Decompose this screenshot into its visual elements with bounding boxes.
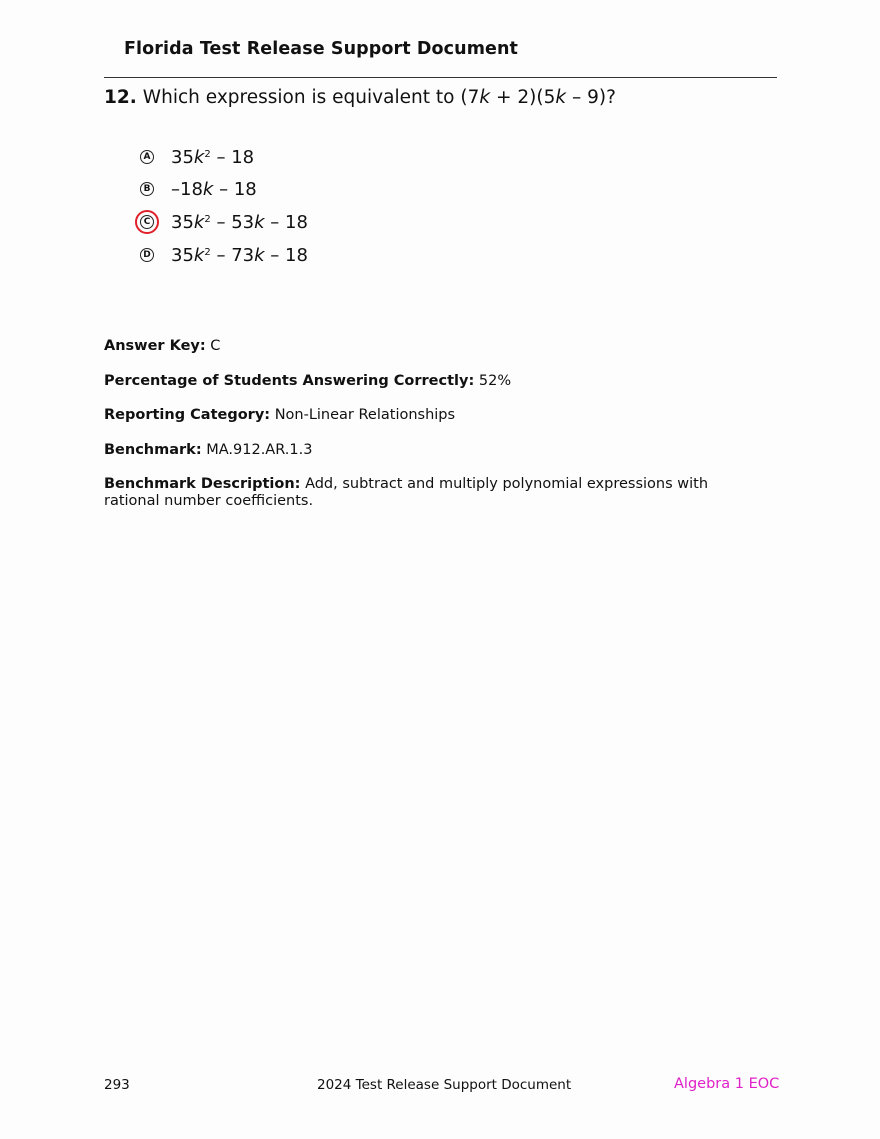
answer-option-c[interactable] [140, 210, 308, 234]
percentage-value: 52% [478, 373, 512, 389]
reporting-label: Reporting Category: [104, 407, 271, 423]
page-number: 293 [104, 1077, 130, 1093]
description-value: Add, subtract and multiply polynomial expressions with rational number coefficients. [104, 476, 709, 509]
question-number: 12. [104, 87, 137, 108]
option-c-bubble-icon[interactable]: C [140, 215, 154, 229]
question-stem [104, 87, 616, 108]
reporting-value: Non-Linear Relationships [274, 407, 456, 423]
option-d-text: $35k^2 - 73k - 18$ [171, 244, 308, 266]
answer-option-a[interactable] [140, 145, 254, 169]
answer-key-value: C [210, 338, 221, 354]
percentage-correct [104, 373, 511, 390]
footer-center-text: 2024 Test Release Support Document [317, 1077, 572, 1093]
benchmark-value: MA.912.AR.1.3 [206, 442, 313, 458]
option-a-bubble-icon[interactable]: A [140, 150, 154, 164]
option-a-text: $35k^2 - 18$ [171, 146, 255, 168]
option-b-bubble-icon[interactable]: B [140, 182, 154, 196]
description-label: Benchmark Description: [104, 476, 301, 492]
percentage-label: Percentage of Students Answering Correctly: [104, 373, 475, 389]
header-divider [104, 77, 777, 78]
answer-option-b[interactable] [140, 177, 257, 201]
benchmark [104, 442, 312, 459]
option-d-bubble-icon[interactable]: D [140, 248, 154, 262]
answer-key-label: Answer Key: [104, 338, 206, 354]
answer-key [104, 338, 220, 355]
question-text: Which expression is equivalent to (7k + 2)(5k – 9)? [142, 87, 616, 108]
answer-option-d[interactable] [140, 243, 308, 267]
reporting-category [104, 407, 455, 424]
document-title: Florida Test Release Support Document [124, 39, 519, 59]
option-c-text: $35k^2 - 53k - 18$ [171, 211, 308, 233]
benchmark-label: Benchmark: [104, 442, 202, 458]
benchmark-description [104, 476, 714, 510]
option-b-text: –18k – 18 [171, 178, 257, 200]
footer-course-name: Algebra 1 EOC [674, 1076, 780, 1092]
